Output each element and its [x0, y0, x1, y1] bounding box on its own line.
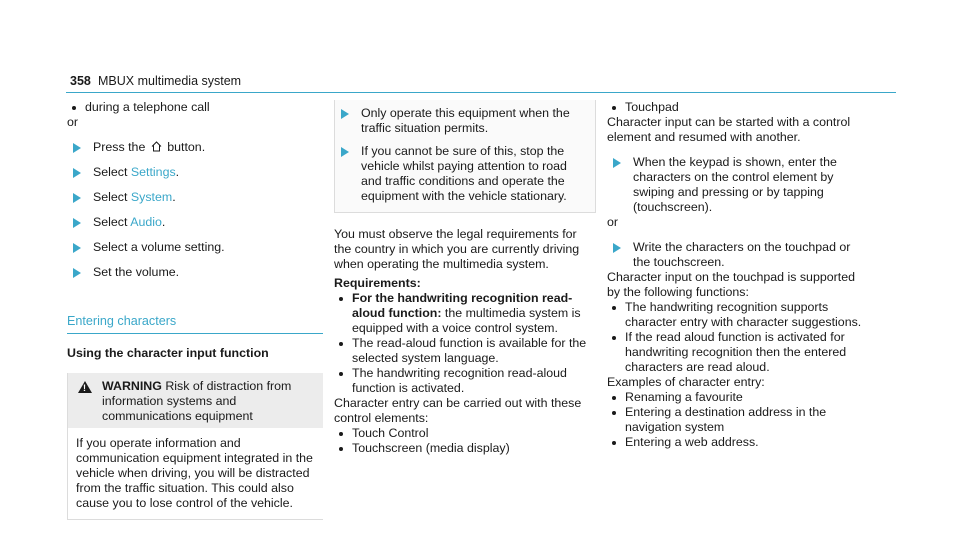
arrow-icon [341, 147, 349, 157]
list-item: If the read aloud function is activated for handwriting recognition then the entered characters are read aloud. [607, 330, 869, 375]
step-press-home: Press the button. [67, 140, 323, 155]
warning-head-text: Risk of distraction from information systems and communications equipment [102, 379, 292, 423]
list-item: For the handwriting recognition read-aloud function: the multimedia system is equipped with a voice control system. [334, 291, 596, 336]
requirements-label: Requirements: [334, 276, 421, 290]
touchpad-paragraph: Character input on the touchpad is supported by the following functions: [607, 270, 855, 299]
arrow-icon [613, 243, 621, 253]
arrow-icon [613, 158, 621, 168]
input-paragraph: Character input can be started with a control element and resumed with another. [607, 115, 851, 144]
arrow-icon [73, 243, 81, 253]
warning-icon [78, 381, 92, 393]
list-item: Renaming a favourite [607, 390, 869, 405]
examples-label: Examples of character entry: [607, 375, 765, 389]
arrow-icon [341, 109, 349, 119]
step-select-volume-setting: Select a volume setting. [67, 240, 323, 255]
step-select-audio: Select Audio. [67, 215, 323, 230]
list-item: Touchpad [607, 100, 869, 115]
audio-link[interactable]: Audio [130, 215, 162, 229]
page-number: 358 [70, 74, 91, 88]
page-header-title: MBUX multimedia system [98, 74, 242, 88]
list-item: Touchscreen (media display) [334, 441, 596, 456]
step-enter-characters: When the keypad is shown, enter the characters on the control element by swiping and pressing or by tapping (touchscreen). [607, 155, 869, 215]
arrow-icon [73, 193, 81, 203]
list-item: Touch Control [334, 426, 596, 441]
subheading: Using the character input function [67, 346, 269, 360]
list-item: Entering a web address. [607, 435, 869, 450]
note-step: Only operate this equipment when the traffic situation permits. [335, 106, 587, 136]
arrow-icon [73, 143, 81, 153]
column-3 [607, 100, 869, 450]
list-item: during a telephone call [67, 100, 323, 115]
step-select-settings: Select Settings. [67, 165, 323, 180]
step-select-system: Select System. [67, 190, 323, 205]
header-rule [66, 92, 896, 93]
note-step: If you cannot be sure of this, stop the vehicle whilst paying attention to road and traffic conditions and operate the equipment with the vehicle stationary. [335, 144, 587, 204]
settings-link[interactable]: Settings [130, 165, 176, 179]
arrow-icon [73, 268, 81, 278]
section-title: Entering characters [67, 314, 177, 328]
control-elements-paragraph: Character entry can be carried out with these control elements: [334, 396, 582, 425]
warning-label: WARNING [102, 379, 162, 393]
system-link[interactable]: System [130, 190, 173, 204]
list-item: The read-aloud function is available for the selected system language. [334, 336, 596, 366]
or-label: or [607, 215, 619, 229]
column-2 [334, 100, 596, 456]
legal-paragraph: You must observe the legal requirements for the country in which you are currently driving when operating the multimedia system. [334, 227, 580, 271]
arrow-icon [73, 218, 81, 228]
step-write-characters: Write the characters on the touchpad or the touchscreen. [607, 240, 869, 270]
or-label: or [67, 115, 79, 129]
home-icon [151, 141, 162, 152]
arrow-icon [73, 168, 81, 178]
warning-box [67, 373, 323, 520]
step-set-volume: Set the volume. [67, 265, 323, 280]
column-1 [67, 100, 323, 520]
list-item: The handwriting recognition supports character entry with character suggestions. [607, 300, 869, 330]
list-item: Entering a destination address in the navigation system [607, 405, 869, 435]
warning-body: If you operate information and communication equipment integrated in the vehicle when driving, you will be distracted from the traffic situation. This could also cause you to lose control of the vehicle. [76, 436, 313, 510]
note-box [334, 100, 596, 213]
warning-header [68, 373, 323, 428]
list-item: The handwriting recognition read-aloud function is activated. [334, 366, 596, 396]
